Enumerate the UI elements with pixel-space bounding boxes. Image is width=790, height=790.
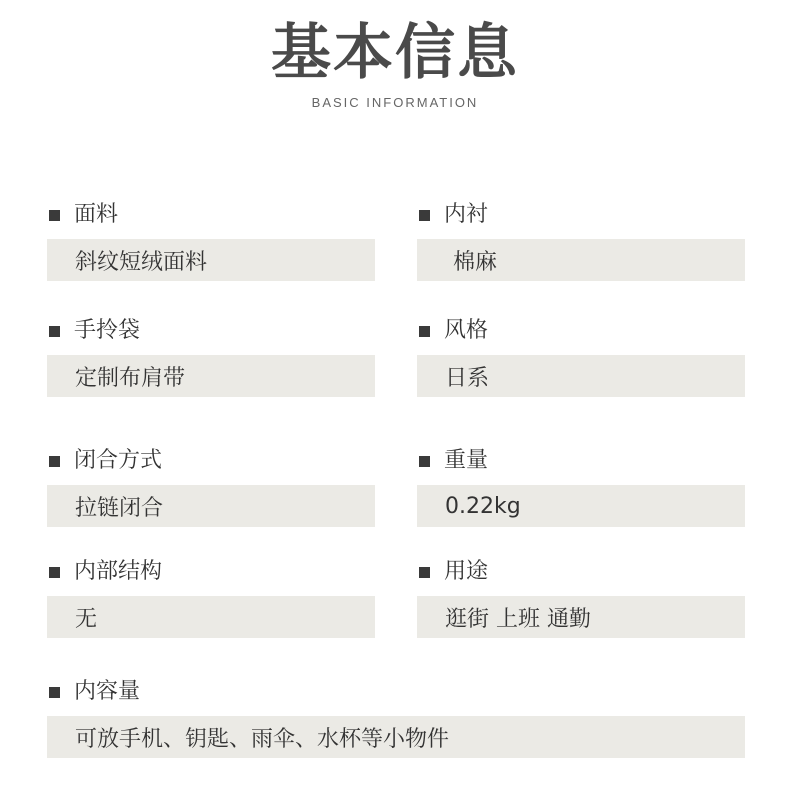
square-bullet-icon bbox=[49, 210, 60, 221]
page-title: 基本信息 bbox=[271, 18, 519, 88]
field-capacity bbox=[47, 677, 745, 752]
field-value-box bbox=[47, 716, 745, 758]
field-value-box bbox=[47, 596, 375, 638]
field-label: 内容量 bbox=[74, 679, 141, 704]
field-label: 用途 bbox=[444, 559, 489, 584]
field-value: 无 bbox=[75, 606, 98, 632]
field-handle bbox=[47, 316, 375, 391]
field-value-box bbox=[47, 239, 375, 281]
field-value-box bbox=[417, 485, 745, 527]
square-bullet-icon bbox=[419, 567, 430, 578]
field-value-box bbox=[417, 596, 745, 638]
square-bullet-icon bbox=[419, 210, 430, 221]
page-subtitle: BASIC INFORMATION bbox=[311, 95, 479, 110]
field-value: 可放手机、钥匙、雨伞、水杯等小物件 bbox=[75, 726, 450, 752]
field-lining bbox=[417, 200, 745, 275]
field-value: 日系 bbox=[445, 365, 490, 391]
field-value-box bbox=[47, 355, 375, 397]
square-bullet-icon bbox=[49, 687, 60, 698]
square-bullet-icon bbox=[49, 567, 60, 578]
field-value: 定制布肩带 bbox=[75, 365, 186, 391]
field-value: 逛街 上班 通勤 bbox=[445, 606, 591, 632]
field-label: 内部结构 bbox=[74, 559, 163, 584]
field-value: 斜纹短绒面料 bbox=[75, 249, 208, 275]
field-value-box bbox=[417, 355, 745, 397]
field-usage bbox=[417, 557, 745, 632]
field-weight bbox=[417, 446, 745, 519]
field-label: 手拎袋 bbox=[74, 318, 141, 343]
field-value: 0.22kg bbox=[445, 493, 521, 519]
field-value-box bbox=[417, 239, 745, 281]
square-bullet-icon bbox=[419, 456, 430, 467]
field-value: 拉链闭合 bbox=[75, 495, 164, 521]
field-label: 闭合方式 bbox=[74, 448, 163, 473]
field-value-box bbox=[47, 485, 375, 527]
field-interior bbox=[47, 557, 375, 632]
square-bullet-icon bbox=[49, 456, 60, 467]
field-closure bbox=[47, 446, 375, 521]
field-style bbox=[417, 316, 745, 391]
field-label: 内衬 bbox=[444, 202, 489, 227]
field-label: 面料 bbox=[74, 202, 119, 227]
field-label: 风格 bbox=[444, 318, 489, 343]
field-label: 重量 bbox=[444, 448, 489, 473]
field-fabric bbox=[47, 200, 375, 275]
field-value: 棉麻 bbox=[453, 249, 498, 275]
square-bullet-icon bbox=[49, 326, 60, 337]
square-bullet-icon bbox=[419, 326, 430, 337]
